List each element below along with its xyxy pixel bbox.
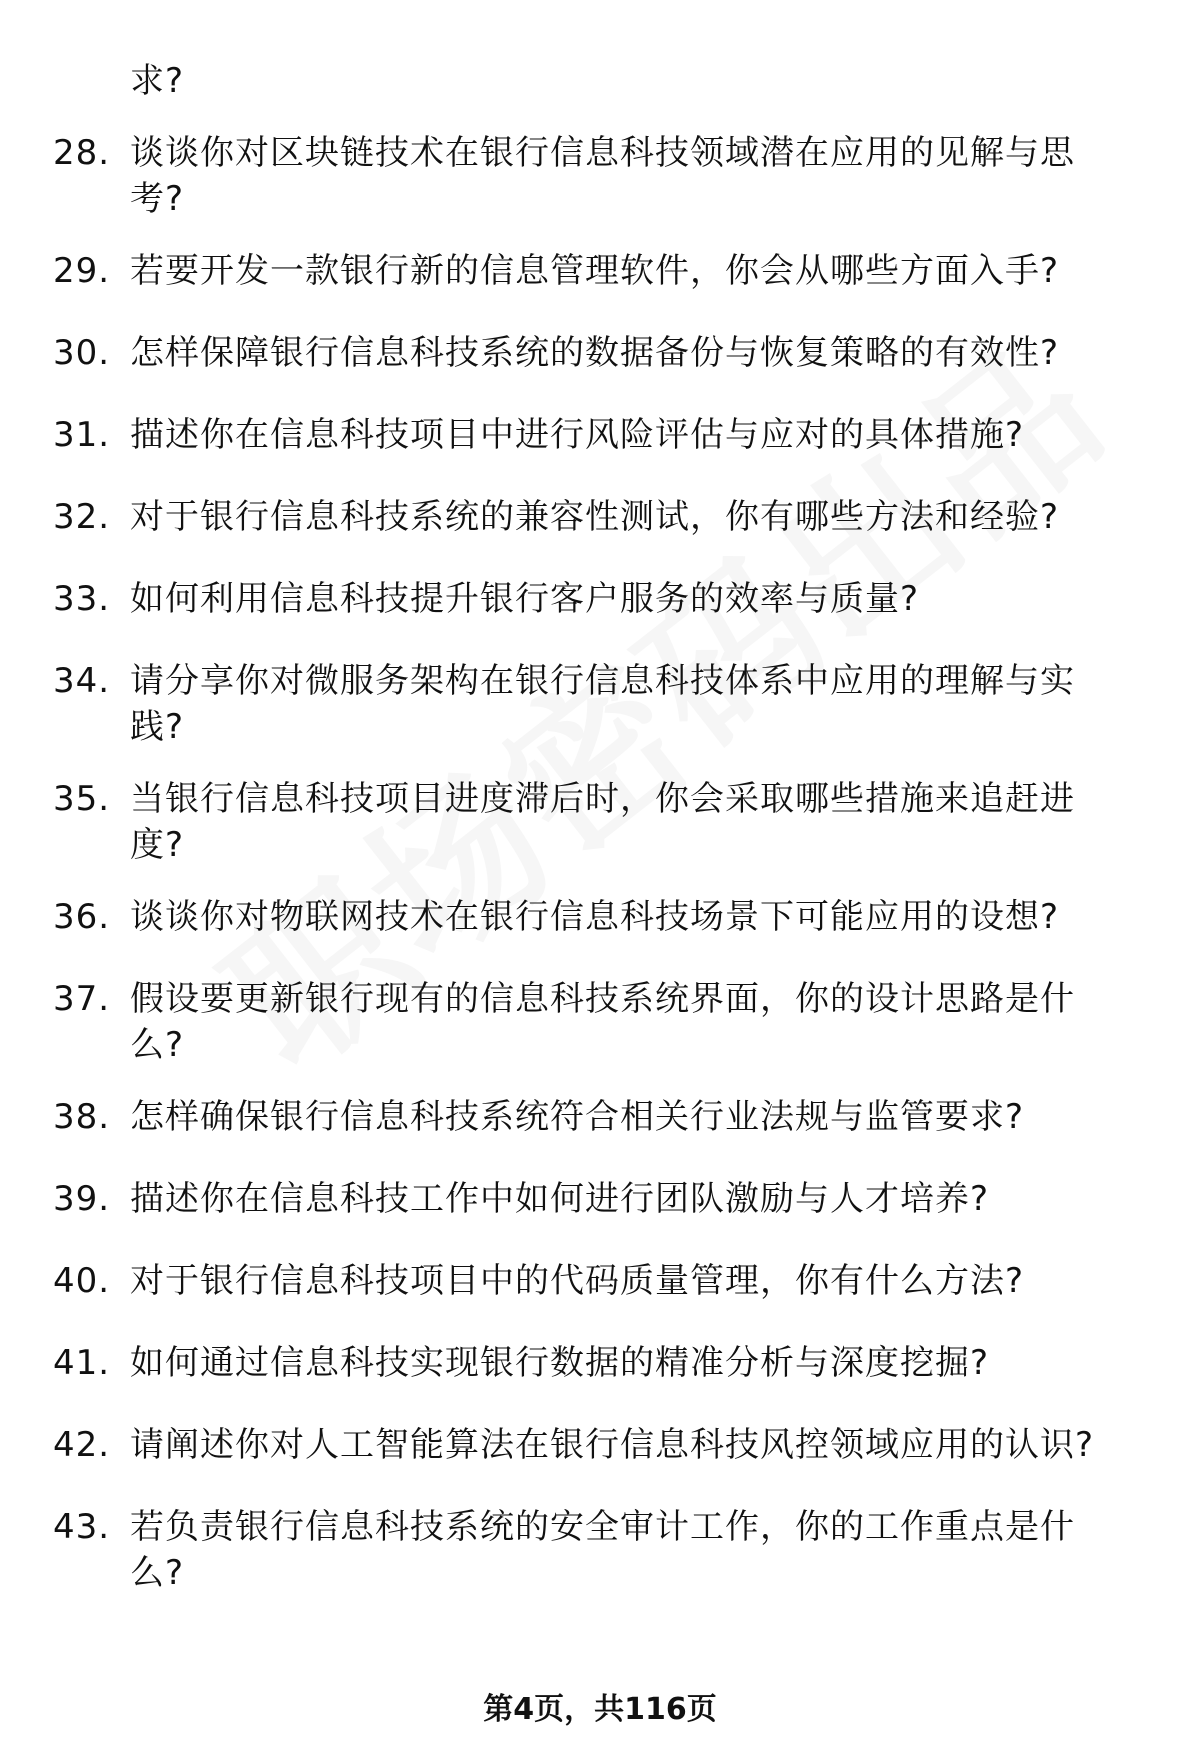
- question-text: 如何通过信息科技实现银行数据的精准分析与深度挖掘?: [130, 1343, 990, 1383]
- question-text: 怎样确保银行信息科技系统符合相关行业法规与监管要求?: [130, 1097, 1025, 1137]
- question-number: 32.: [53, 497, 111, 537]
- question-number: 30.: [53, 333, 111, 373]
- question-number: 35.: [53, 779, 111, 819]
- question-number: 31.: [53, 415, 111, 455]
- question-text: 描述你在信息科技工作中如何进行团队激励与人才培养?: [130, 1179, 990, 1219]
- question-text: 求?: [130, 61, 185, 101]
- question-number: 43.: [53, 1507, 111, 1547]
- question-number: 42.: [53, 1425, 111, 1465]
- question-number: 28.: [53, 133, 111, 173]
- question-number: 37.: [53, 979, 111, 1019]
- question-text: 如何利用信息科技提升银行客户服务的效率与质量?: [130, 579, 920, 619]
- question-text: 对于银行信息科技系统的兼容性测试，你有哪些方法和经验?: [130, 497, 1060, 537]
- question-text: 怎样保障银行信息科技系统的数据备份与恢复策略的有效性?: [130, 333, 1060, 373]
- question-text: 对于银行信息科技项目中的代码质量管理，你有什么方法?: [130, 1261, 1025, 1301]
- question-text-continuation: 么?: [130, 1025, 185, 1065]
- question-text-continuation: 考?: [130, 179, 185, 219]
- question-text: 若要开发一款银行新的信息管理软件，你会从哪些方面入手?: [130, 251, 1060, 291]
- question-text: 请阐述你对人工智能算法在银行信息科技风控领域应用的认识?: [130, 1425, 1095, 1465]
- question-number: 36.: [53, 897, 111, 937]
- question-number: 38.: [53, 1097, 111, 1137]
- question-text-continuation: 践?: [130, 707, 185, 747]
- question-text: 描述你在信息科技项目中进行风险评估与应对的具体措施?: [130, 415, 1025, 455]
- question-text-continuation: 么?: [130, 1553, 185, 1593]
- question-number: 34.: [53, 661, 111, 701]
- question-number: 39.: [53, 1179, 111, 1219]
- question-text-continuation: 度?: [130, 825, 185, 865]
- question-number: 33.: [53, 579, 111, 619]
- question-number: 29.: [53, 251, 111, 291]
- question-text: 当银行信息科技项目进度滞后时，你会采取哪些措施来追赶进: [130, 779, 1075, 819]
- question-text: 请分享你对微服务架构在银行信息科技体系中应用的理解与实: [130, 661, 1075, 701]
- page-footer: 第4页，共116页: [483, 1692, 717, 1727]
- question-text: 若负责银行信息科技系统的安全审计工作，你的工作重点是什: [130, 1507, 1075, 1547]
- question-number: 40.: [53, 1261, 111, 1301]
- question-number: 41.: [53, 1343, 111, 1383]
- question-text: 谈谈你对区块链技术在银行信息科技领域潜在应用的见解与思: [130, 133, 1075, 173]
- question-text: 假设要更新银行现有的信息科技系统界面，你的设计思路是什: [130, 979, 1075, 1019]
- question-text: 谈谈你对物联网技术在银行信息科技场景下可能应用的设想?: [130, 897, 1060, 937]
